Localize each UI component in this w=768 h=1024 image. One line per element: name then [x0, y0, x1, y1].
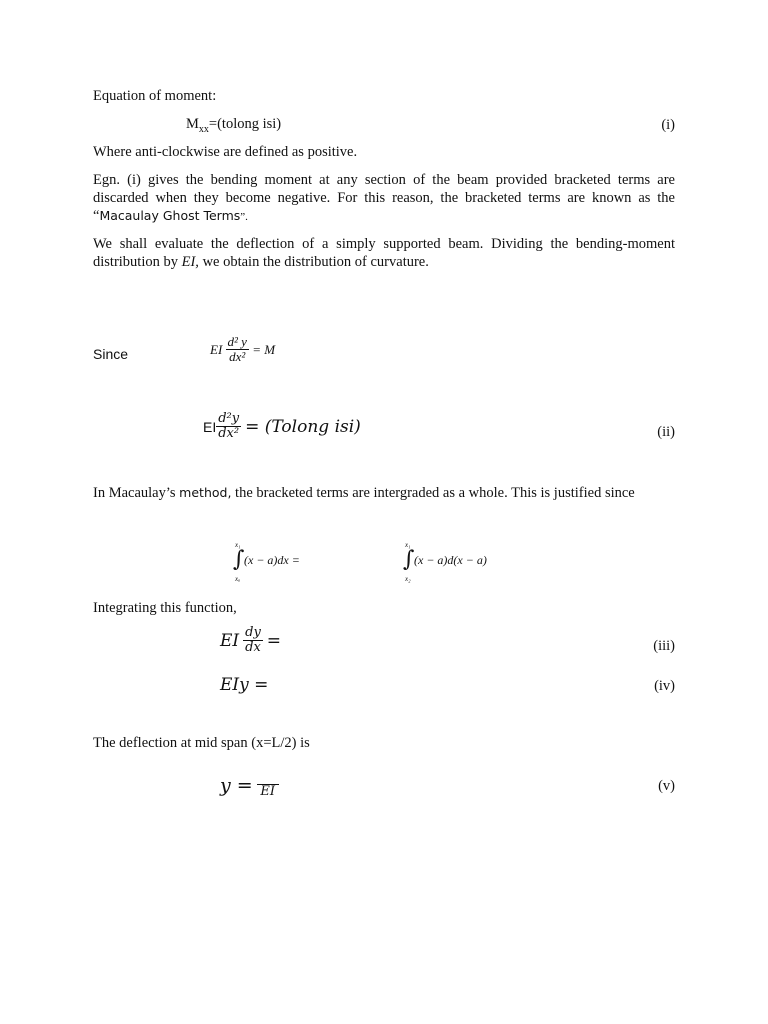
since-ei: EI: [210, 341, 223, 357]
since-equation: [210, 335, 275, 365]
curvature-fraction: [216, 412, 241, 442]
since-denominator: dx²: [229, 349, 246, 365]
ei-term: EI,: [181, 254, 199, 270]
since-label: Since: [93, 346, 129, 362]
deflection-paragraph: [93, 235, 675, 271]
moment-symbol: M: [186, 116, 199, 132]
slope-denominator: dx: [245, 640, 261, 656]
curvature-numerator: d²y: [218, 411, 240, 426]
integral-left-body: (x − a)dx =: [244, 553, 300, 567]
integral-left: [230, 541, 340, 585]
deflection-equation: EIy =: [220, 675, 269, 695]
mid-span-deflection-line: The deflection at mid span (x=L/2) is: [93, 735, 310, 751]
deflection-paragraph-text: We shall evaluate the deflection of a simply supported beam. Dividing the bending-moment distribution by: [93, 236, 675, 270]
curvature-rhs: = (Tolong isi): [245, 416, 361, 437]
mid-span-fraction: [257, 772, 279, 799]
since-rhs: = M: [252, 341, 276, 357]
integrating-line: Integrating this function,: [93, 600, 237, 616]
moment-equation: [186, 116, 281, 135]
curvature-ei: EI: [203, 418, 217, 435]
moment-equation-heading: Equation of moment:: [93, 88, 217, 104]
slope-equation: [220, 626, 281, 656]
slope-numerator: dy: [245, 625, 261, 640]
equation-number-v: (v): [658, 778, 675, 794]
ghost-terms-close-quote: ”.: [240, 211, 248, 223]
equation-number-ii: (ii): [657, 424, 675, 440]
integral-left-lower-limit: xₐ: [235, 575, 241, 583]
macaulay-text-end: the bracketed terms are intergraded as a whole. This is justified since: [235, 485, 635, 501]
mid-span-denominator: EI: [260, 784, 276, 799]
integral-right: [400, 541, 530, 585]
slope-ei: EI: [220, 630, 240, 651]
deflection-paragraph-text-end: we obtain the distribution of curvature.: [202, 254, 429, 270]
integral-right-body: (x − a)d(x − a): [414, 553, 487, 567]
ghost-terms-paragraph: [93, 171, 675, 226]
macaulay-text-start: In Macaulay’s: [93, 485, 176, 501]
moment-subscript: xx: [198, 123, 209, 135]
macaulay-method-word: method,: [179, 485, 232, 500]
equation-number-i: (i): [661, 117, 675, 133]
macaulay-method-line: [93, 485, 635, 502]
anticlockwise-note: Where anti-clockwise are defined as positive.: [93, 144, 358, 160]
mid-span-lhs: y =: [220, 774, 253, 797]
slope-equals: =: [266, 630, 282, 651]
equation-number-iv: (iv): [654, 678, 675, 694]
mid-span-equation: [220, 772, 279, 799]
integral-left-sign: ∫: [233, 547, 245, 572]
slope-fraction: [243, 626, 263, 656]
since-numerator: d² y: [227, 334, 247, 349]
equation-number-iii: (iii): [653, 638, 675, 654]
integral-right-sign: ∫: [403, 547, 415, 572]
curvature-equation: [203, 412, 361, 442]
moment-rhs: =(tolong isi): [208, 116, 282, 132]
since-fraction: [226, 335, 249, 365]
integral-right-lower-limit: x₂: [405, 575, 411, 583]
ghost-terms-open-quote: “: [93, 208, 100, 224]
curvature-denominator: dx²: [218, 426, 240, 442]
ghost-terms-paragraph-text: Egn. (i) gives the bending moment at any section of the beam provided bracketed terms are discarded when they become negative. For this reason, the bracketed terms are known as the: [93, 172, 675, 206]
integral-right-upper-limit: x₁: [405, 541, 411, 549]
integral-left-upper-limit: x₁: [235, 541, 241, 549]
macaulay-ghost-terms: Macaulay Ghost Terms: [99, 208, 241, 223]
